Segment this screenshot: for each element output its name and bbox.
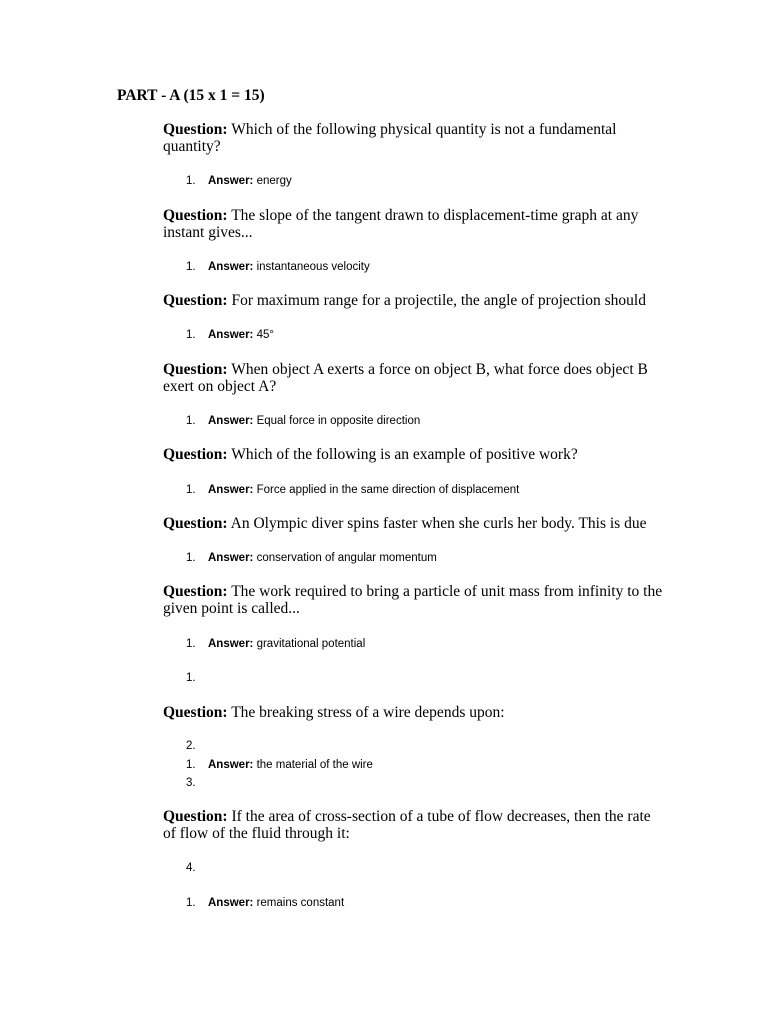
empty-list-item — [186, 776, 208, 790]
question-text: The work required to bring a particle of unit mass from infinity to the given point is called... — [163, 583, 663, 617]
list-number: 1. — [186, 261, 196, 273]
question-text: When object A exerts a force on object B, what force does object B exert on object A? — [163, 361, 648, 395]
answer-item — [186, 260, 370, 274]
empty-list-item — [186, 861, 208, 875]
list-number: 4. — [186, 862, 196, 874]
answer-label: Answer: — [208, 175, 254, 187]
question-label: Question: — [163, 446, 228, 463]
answer-text: the material of the wire — [256, 759, 373, 771]
list-number: 1. — [186, 484, 196, 496]
question — [163, 583, 663, 617]
question — [163, 515, 663, 532]
question-text: Which of the following physical quantity is not a fundamental quantity? — [163, 121, 617, 155]
answer-text: 45° — [256, 329, 274, 341]
question-text: The breaking stress of a wire depends upon: — [231, 704, 505, 721]
question-text: The slope of the tangent drawn to displacement-time graph at any instant gives... — [163, 207, 639, 241]
answer-label: Answer: — [208, 759, 254, 771]
list-number: 1. — [186, 415, 196, 427]
list-number: 1. — [186, 638, 196, 650]
answer-label: Answer: — [208, 638, 254, 650]
question — [163, 361, 663, 395]
question — [163, 808, 663, 842]
answer-label: Answer: — [208, 484, 254, 496]
question-text: Which of the following is an example of positive work? — [231, 446, 578, 463]
question — [163, 121, 663, 155]
answer-text: conservation of angular momentum — [256, 552, 437, 564]
list-number: 1. — [186, 329, 196, 341]
question — [163, 446, 663, 463]
question-label: Question: — [163, 207, 228, 224]
answer-item — [186, 896, 344, 910]
answer-label: Answer: — [208, 552, 254, 564]
answer-item — [186, 174, 292, 188]
answer-label: Answer: — [208, 329, 254, 341]
question — [163, 292, 663, 309]
answer-item — [186, 758, 373, 772]
answer-item — [186, 414, 420, 428]
list-number: 1. — [186, 672, 196, 684]
list-number: 1. — [186, 552, 196, 564]
question-label: Question: — [163, 583, 228, 600]
question-text: If the area of cross-section of a tube of flow decreases, then the rate of flow of the fluid through it: — [163, 808, 651, 842]
answer-label: Answer: — [208, 415, 254, 427]
question-label: Question: — [163, 515, 228, 532]
answer-text: Equal force in opposite direction — [256, 415, 421, 427]
list-number: 2. — [186, 740, 196, 752]
question-label: Question: — [163, 704, 228, 721]
answer-item — [186, 637, 365, 651]
question-label: Question: — [163, 121, 228, 138]
question-text: For maximum range for a projectile, the angle of projection should — [231, 292, 646, 309]
list-number: 1. — [186, 759, 196, 771]
answer-text: gravitational potential — [256, 638, 366, 650]
answer-text: remains constant — [256, 897, 345, 909]
empty-list-item — [186, 739, 208, 753]
empty-list-item — [186, 671, 208, 685]
question — [163, 207, 663, 241]
list-number: 3. — [186, 777, 196, 789]
question-text: An Olympic diver spins faster when she curls her body. This is due — [230, 515, 647, 532]
question-label: Question: — [163, 361, 228, 378]
answer-item — [186, 483, 519, 497]
answer-label: Answer: — [208, 897, 254, 909]
answer-item — [186, 551, 437, 565]
list-number: 1. — [186, 897, 196, 909]
answer-label: Answer: — [208, 261, 254, 273]
answer-text: instantaneous velocity — [256, 261, 370, 273]
question-label: Question: — [163, 808, 228, 825]
answer-text: Force applied in the same direction of displacement — [256, 484, 520, 496]
part-heading: PART - A (15 x 1 = 15) — [117, 87, 265, 104]
answer-text: energy — [256, 175, 292, 187]
list-number: 1. — [186, 175, 196, 187]
question-label: Question: — [163, 292, 228, 309]
answer-item — [186, 328, 274, 342]
question — [163, 704, 663, 721]
